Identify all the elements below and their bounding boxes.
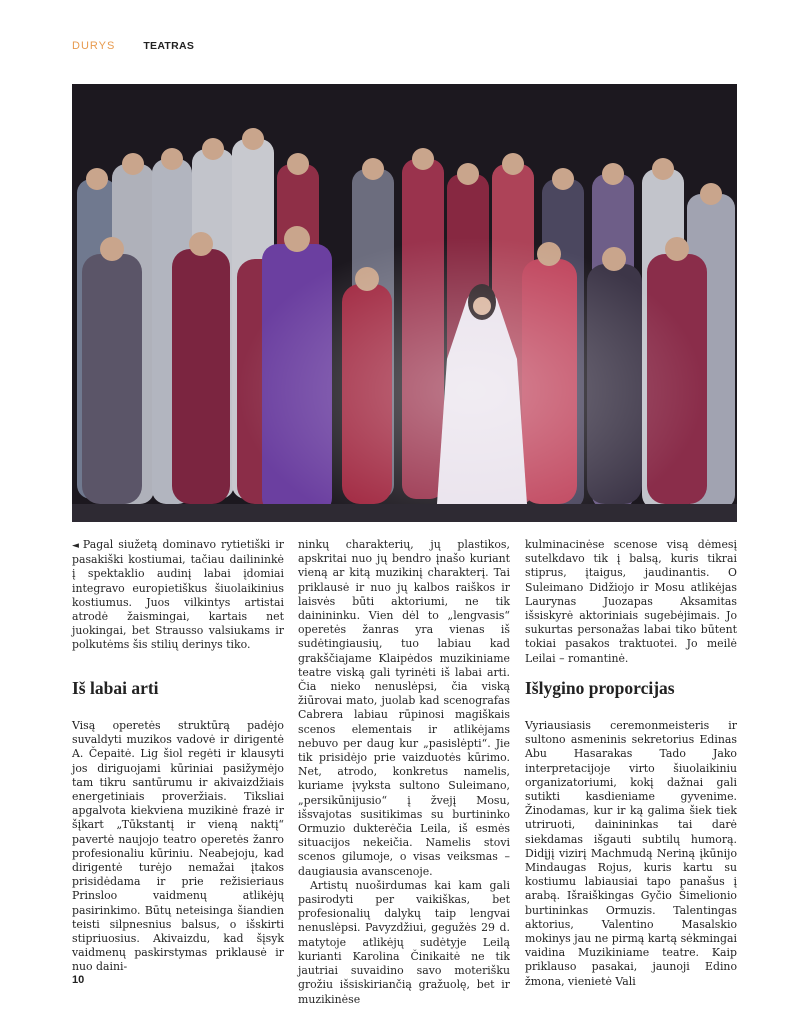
page-number: 10 — [72, 974, 85, 986]
paragraph: Vyriausiasis ceremonmeisteris ir sultono asmeninis sekretorius Edinas Abu Hasarakas Tado Jako interpretacijoje virto šiuolaikiniu organizatoriumi, kokį dažnai gali sutikti kasdieniame gyvenime. Žinodamas, kur ir ką galima šiek tiek utriruoti, dainininkas tai darė siekdamas išgauti subtilų humorą. Didįjį vizirį Machmudą Neriną įkūnijo Mindaugas Rojus, kuris kartu su kostiumu labiausiai tapo panašus į arabą. Išraiškingas Gyčio Šimelionio burtininkas Ormuzis. Talentingas aktorius, Valentino Masalskio mokinys jau ne pirmą kartą sėkmingai vaidina Muzikiniame teatre. Kaip priklauso pasakai, jaunoji Edino žmona, vienietė Vali — [525, 719, 737, 988]
paragraph: Visą operetės struktūrą padėjo suvaldyti muzikos vadovė ir dirigentė A. Čepaitė. Lig šiol regėti ir klausyti jos diriguojami kūriniai pasižymėjo tam tikru santūrumu ir akivaizdžiais energetiniais proveržiais. Tiksliai apgalvota kiekviena muzikinė frazė ir šįkart „Tūkstantį ir vieną naktį“ pavertė naujojo teatro operetės žanro profesionaliu kūriniu. Neabejoju, kad dirigentė turėjo nemažai įtakos prisidėdama ir prie režisieriaus Prinsloo vaidmenų atlikėjų pasirinkimo. Būtų neteisinga šiandien teisti silpnesnius balsus, o išskirti stipriuosius. Akivaizdu, kad šįsyk vaidmenų paskirstymas priklausė ir nuo daini- — [72, 719, 284, 974]
column1-body — [72, 719, 284, 975]
subheading-is-labai-arti: Iš labai arti — [72, 678, 159, 698]
column2-body — [298, 538, 510, 1007]
subheading-islygino-proporcijas: Išlygino proporcijas — [525, 678, 675, 698]
section-label: TEATRAS — [143, 40, 195, 52]
stage-photo — [72, 84, 737, 522]
stage-photo-icon — [72, 84, 737, 522]
paragraph: ninkų charakterių, jų plastikos, apskritai nuo jų bendro įnašo kuriant vieną ar kitą muzikinį charakterį. Tai priklausė ir nuo jų kalbos raiškos ir laisvės būti aktoriumi, ne tik dainininku. Vien dėl to „lengvasis“ operetės žanras yra vienas iš sudėtingiausių, tuo labiau kad grakščiajame Klaipėdos muzikiniame teatre viską gali tyrinėti iš labai arti. Čia nieko nenuslėpsi, čia viską žiūrovai mato, juolab kad scenografas Cabrera labiau rūpinosi magiškais scenos elementais ir atlikėjams nebuvo per daug kur „pasislėpti“. Jie tik prisidėjo prie vaizduotės kūrimo. Net, atrodo, konkretus namelis, kuriame įvyksta sultono Suleimano, „persikūnijusio“ į žvejį Mosu, išsvajotas susitikimas su burtininko Ormuzio dukterėčia Leila, iš esmės situacijos nekeičia. Namelis stovi scenos gilumoje, o visas veiksmas – daugiausia avanscenoje. — [298, 538, 510, 878]
caption-text: Pagal siužetą dominavo rytietiški ir pasakiški kostiumai, tačiau dailininkė į spektaklio audinį labai įdomiai integravo europietiškus šiuolaikinius kostiumus. Juos vilkintys artistai atrodė žaismingai, kartais net juokingai, bet Strausso valsiukams ir polkutėms šis stilių derinys tiko. — [72, 538, 284, 652]
caption-arrow-icon: ◄ — [72, 541, 79, 551]
paragraph: kulminacinėse scenose visą dėmesį sutelkdavo tik į balsą, kuris tikrai stiprus, įtaigus, jaudinantis. O Suleimano Didžiojo ir Mosu atlikėjas Laurynas Juozapas Aksamitas išsiskyrė aktoriniais sugebėjimais. Jo sukurtas personažas labai tiko būtent tokiai pasakos traktuotei. Jo meilė Leilai – romantinė. — [525, 538, 737, 665]
column3-top — [525, 538, 737, 666]
magazine-brand: DURYS — [72, 40, 116, 52]
page-header — [72, 38, 194, 54]
photo-caption — [72, 538, 284, 653]
paragraph: Artistų nuoširdumas kai kam gali pasirodyti per vaikiškas, bet profesionalių dalykų taip lengvai nenuslėpsi. Pavyzdžiui, gegužės 29 d. matytoje atlikėjų sudėtyje Leilą kurianti Karolina Činikaitė ne tik jautriai suvaidino savo moterišku grožiu išsiskiriančią gražuolę, bet ir muzikinėse — [298, 878, 510, 1006]
column3-body — [525, 719, 737, 989]
